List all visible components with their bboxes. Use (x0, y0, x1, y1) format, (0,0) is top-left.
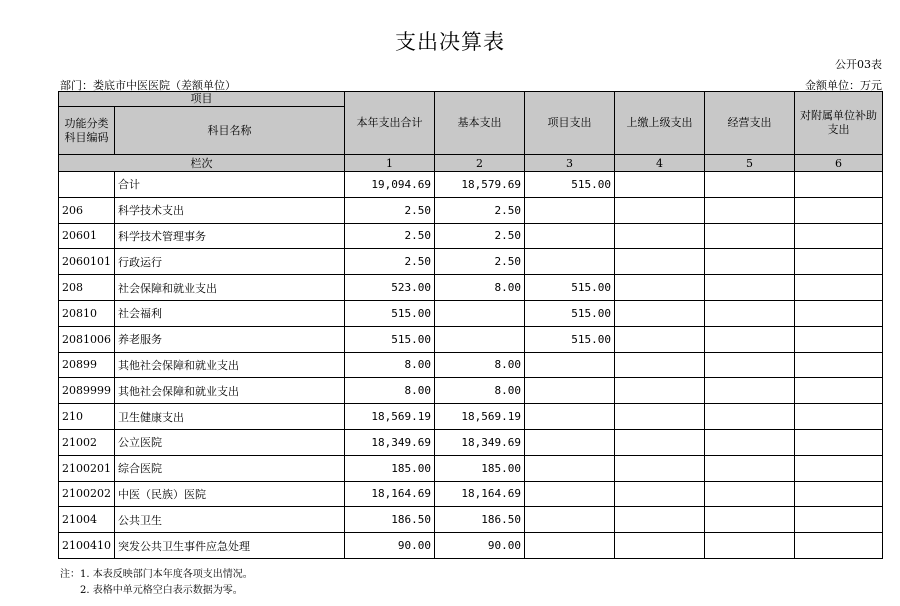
row-value (615, 378, 705, 404)
row-name: 卫生健康支出 (115, 404, 345, 430)
row-value (525, 455, 615, 481)
table-row (59, 275, 883, 301)
row-name: 科学技术支出 (115, 197, 345, 223)
row-value: 515.00 (525, 326, 615, 352)
table-row (59, 172, 883, 198)
row-code: 2081006 (59, 326, 115, 352)
row-value (795, 378, 883, 404)
row-value (615, 455, 705, 481)
col-number: 3 (525, 155, 615, 172)
row-name: 突发公共卫生事件应急处理 (115, 533, 345, 559)
row-value: 8.00 (345, 378, 435, 404)
row-value: 2.50 (345, 197, 435, 223)
department-label: 部门：娄底市中医医院（差额单位） (60, 79, 236, 92)
col-number: 2 (435, 155, 525, 172)
table-row (59, 378, 883, 404)
row-value (795, 249, 883, 275)
row-code: 20601 (59, 223, 115, 249)
row-value (795, 275, 883, 301)
row-name: 公共卫生 (115, 507, 345, 533)
row-value: 8.00 (435, 378, 525, 404)
row-name: 其他社会保障和就业支出 (115, 378, 345, 404)
header-col-3: 项目支出 (525, 92, 615, 155)
row-value: 19,094.69 (345, 172, 435, 198)
row-value: 185.00 (435, 455, 525, 481)
header-col-1: 本年支出合计 (345, 92, 435, 155)
row-name: 科学技术管理事务 (115, 223, 345, 249)
table-row (59, 249, 883, 275)
row-value: 2.50 (435, 249, 525, 275)
row-value: 515.00 (345, 300, 435, 326)
row-value: 18,164.69 (345, 481, 435, 507)
lanci-label: 栏次 (59, 155, 345, 172)
row-value (615, 507, 705, 533)
row-value (705, 197, 795, 223)
row-value: 8.00 (345, 352, 435, 378)
row-value (705, 275, 795, 301)
row-code: 21002 (59, 429, 115, 455)
row-value (795, 197, 883, 223)
row-code: 2100202 (59, 481, 115, 507)
row-value (615, 300, 705, 326)
row-value (525, 507, 615, 533)
row-value (525, 223, 615, 249)
row-code: 2060101 (59, 249, 115, 275)
table-row (59, 455, 883, 481)
row-value (615, 275, 705, 301)
row-value (705, 429, 795, 455)
table-row (59, 507, 883, 533)
table-row (59, 429, 883, 455)
note-1: 注：1. 本表反映部门本年度各项支出情况。 (60, 569, 253, 580)
row-value: 2.50 (345, 249, 435, 275)
row-value (795, 326, 883, 352)
row-code (59, 172, 115, 198)
row-value (615, 197, 705, 223)
row-name: 其他社会保障和就业支出 (115, 352, 345, 378)
row-value (795, 352, 883, 378)
row-value (615, 481, 705, 507)
col-number: 4 (615, 155, 705, 172)
row-value (615, 249, 705, 275)
row-value (705, 455, 795, 481)
row-value: 18,349.69 (435, 429, 525, 455)
row-value (705, 352, 795, 378)
row-value (525, 378, 615, 404)
row-value (615, 326, 705, 352)
header-name-col: 科目名称 (115, 107, 345, 155)
row-value: 186.50 (345, 507, 435, 533)
row-code: 20810 (59, 300, 115, 326)
note-2: 2. 表格中单元格空白表示数据为零。 (80, 585, 243, 596)
row-code: 20899 (59, 352, 115, 378)
row-name: 养老服务 (115, 326, 345, 352)
row-value: 18,569.19 (435, 404, 525, 430)
row-code: 2100201 (59, 455, 115, 481)
row-value (795, 481, 883, 507)
row-value (615, 352, 705, 378)
page-title: 支出决算表 (395, 30, 505, 54)
col-number: 1 (345, 155, 435, 172)
row-value: 8.00 (435, 275, 525, 301)
row-value: 90.00 (345, 533, 435, 559)
table-row (59, 533, 883, 559)
row-value: 515.00 (525, 172, 615, 198)
header-col-6: 对附属单位补助支出 (795, 92, 883, 155)
header-col-2: 基本支出 (435, 92, 525, 155)
row-value (795, 172, 883, 198)
table-row (59, 481, 883, 507)
header-code-col: 功能分类科目编码 (59, 107, 115, 155)
row-value: 185.00 (345, 455, 435, 481)
row-value (705, 172, 795, 198)
header-xiangmu: 项目 (59, 92, 345, 107)
row-value (525, 352, 615, 378)
row-value (615, 404, 705, 430)
row-value (525, 404, 615, 430)
expenditure-table (58, 91, 883, 559)
row-value (705, 533, 795, 559)
row-value (615, 223, 705, 249)
amount-unit-label: 金额单位：万元 (805, 79, 882, 92)
row-value: 2.50 (435, 223, 525, 249)
header-col-5: 经营支出 (705, 92, 795, 155)
row-value (435, 300, 525, 326)
row-code: 2100410 (59, 533, 115, 559)
row-code: 208 (59, 275, 115, 301)
row-value: 515.00 (525, 275, 615, 301)
row-value (615, 533, 705, 559)
row-value (435, 326, 525, 352)
row-value (705, 300, 795, 326)
row-value: 523.00 (345, 275, 435, 301)
table-row (59, 352, 883, 378)
row-value (795, 533, 883, 559)
row-value: 8.00 (435, 352, 525, 378)
row-name: 合计 (115, 172, 345, 198)
row-value (615, 172, 705, 198)
row-name: 社会福利 (115, 300, 345, 326)
col-number: 6 (795, 155, 883, 172)
row-value (705, 481, 795, 507)
row-value: 2.50 (345, 223, 435, 249)
table-row (59, 326, 883, 352)
row-value: 18,569.19 (345, 404, 435, 430)
row-name: 社会保障和就业支出 (115, 275, 345, 301)
row-value (705, 404, 795, 430)
row-value (705, 378, 795, 404)
row-code: 21004 (59, 507, 115, 533)
row-value (705, 223, 795, 249)
row-value: 18,349.69 (345, 429, 435, 455)
row-value (705, 249, 795, 275)
table-row (59, 404, 883, 430)
header-col-4: 上缴上级支出 (615, 92, 705, 155)
row-value: 515.00 (525, 300, 615, 326)
row-value (795, 455, 883, 481)
row-value (705, 326, 795, 352)
row-value (795, 507, 883, 533)
row-value (795, 404, 883, 430)
row-value (705, 507, 795, 533)
form-number: 公开03表 (835, 58, 882, 71)
row-value: 90.00 (435, 533, 525, 559)
row-value: 515.00 (345, 326, 435, 352)
row-value (795, 300, 883, 326)
row-value: 18,164.69 (435, 481, 525, 507)
col-number: 5 (705, 155, 795, 172)
table-row (59, 197, 883, 223)
row-name: 公立医院 (115, 429, 345, 455)
row-value: 18,579.69 (435, 172, 525, 198)
row-value (525, 533, 615, 559)
table-row (59, 300, 883, 326)
row-value (525, 197, 615, 223)
row-value: 186.50 (435, 507, 525, 533)
row-code: 2089999 (59, 378, 115, 404)
row-name: 行政运行 (115, 249, 345, 275)
row-value (615, 429, 705, 455)
row-value (525, 481, 615, 507)
table-row (59, 223, 883, 249)
row-value (525, 249, 615, 275)
row-code: 210 (59, 404, 115, 430)
row-value (795, 223, 883, 249)
row-name: 中医（民族）医院 (115, 481, 345, 507)
row-value: 2.50 (435, 197, 525, 223)
row-value (525, 429, 615, 455)
row-value (795, 429, 883, 455)
row-name: 综合医院 (115, 455, 345, 481)
row-code: 206 (59, 197, 115, 223)
